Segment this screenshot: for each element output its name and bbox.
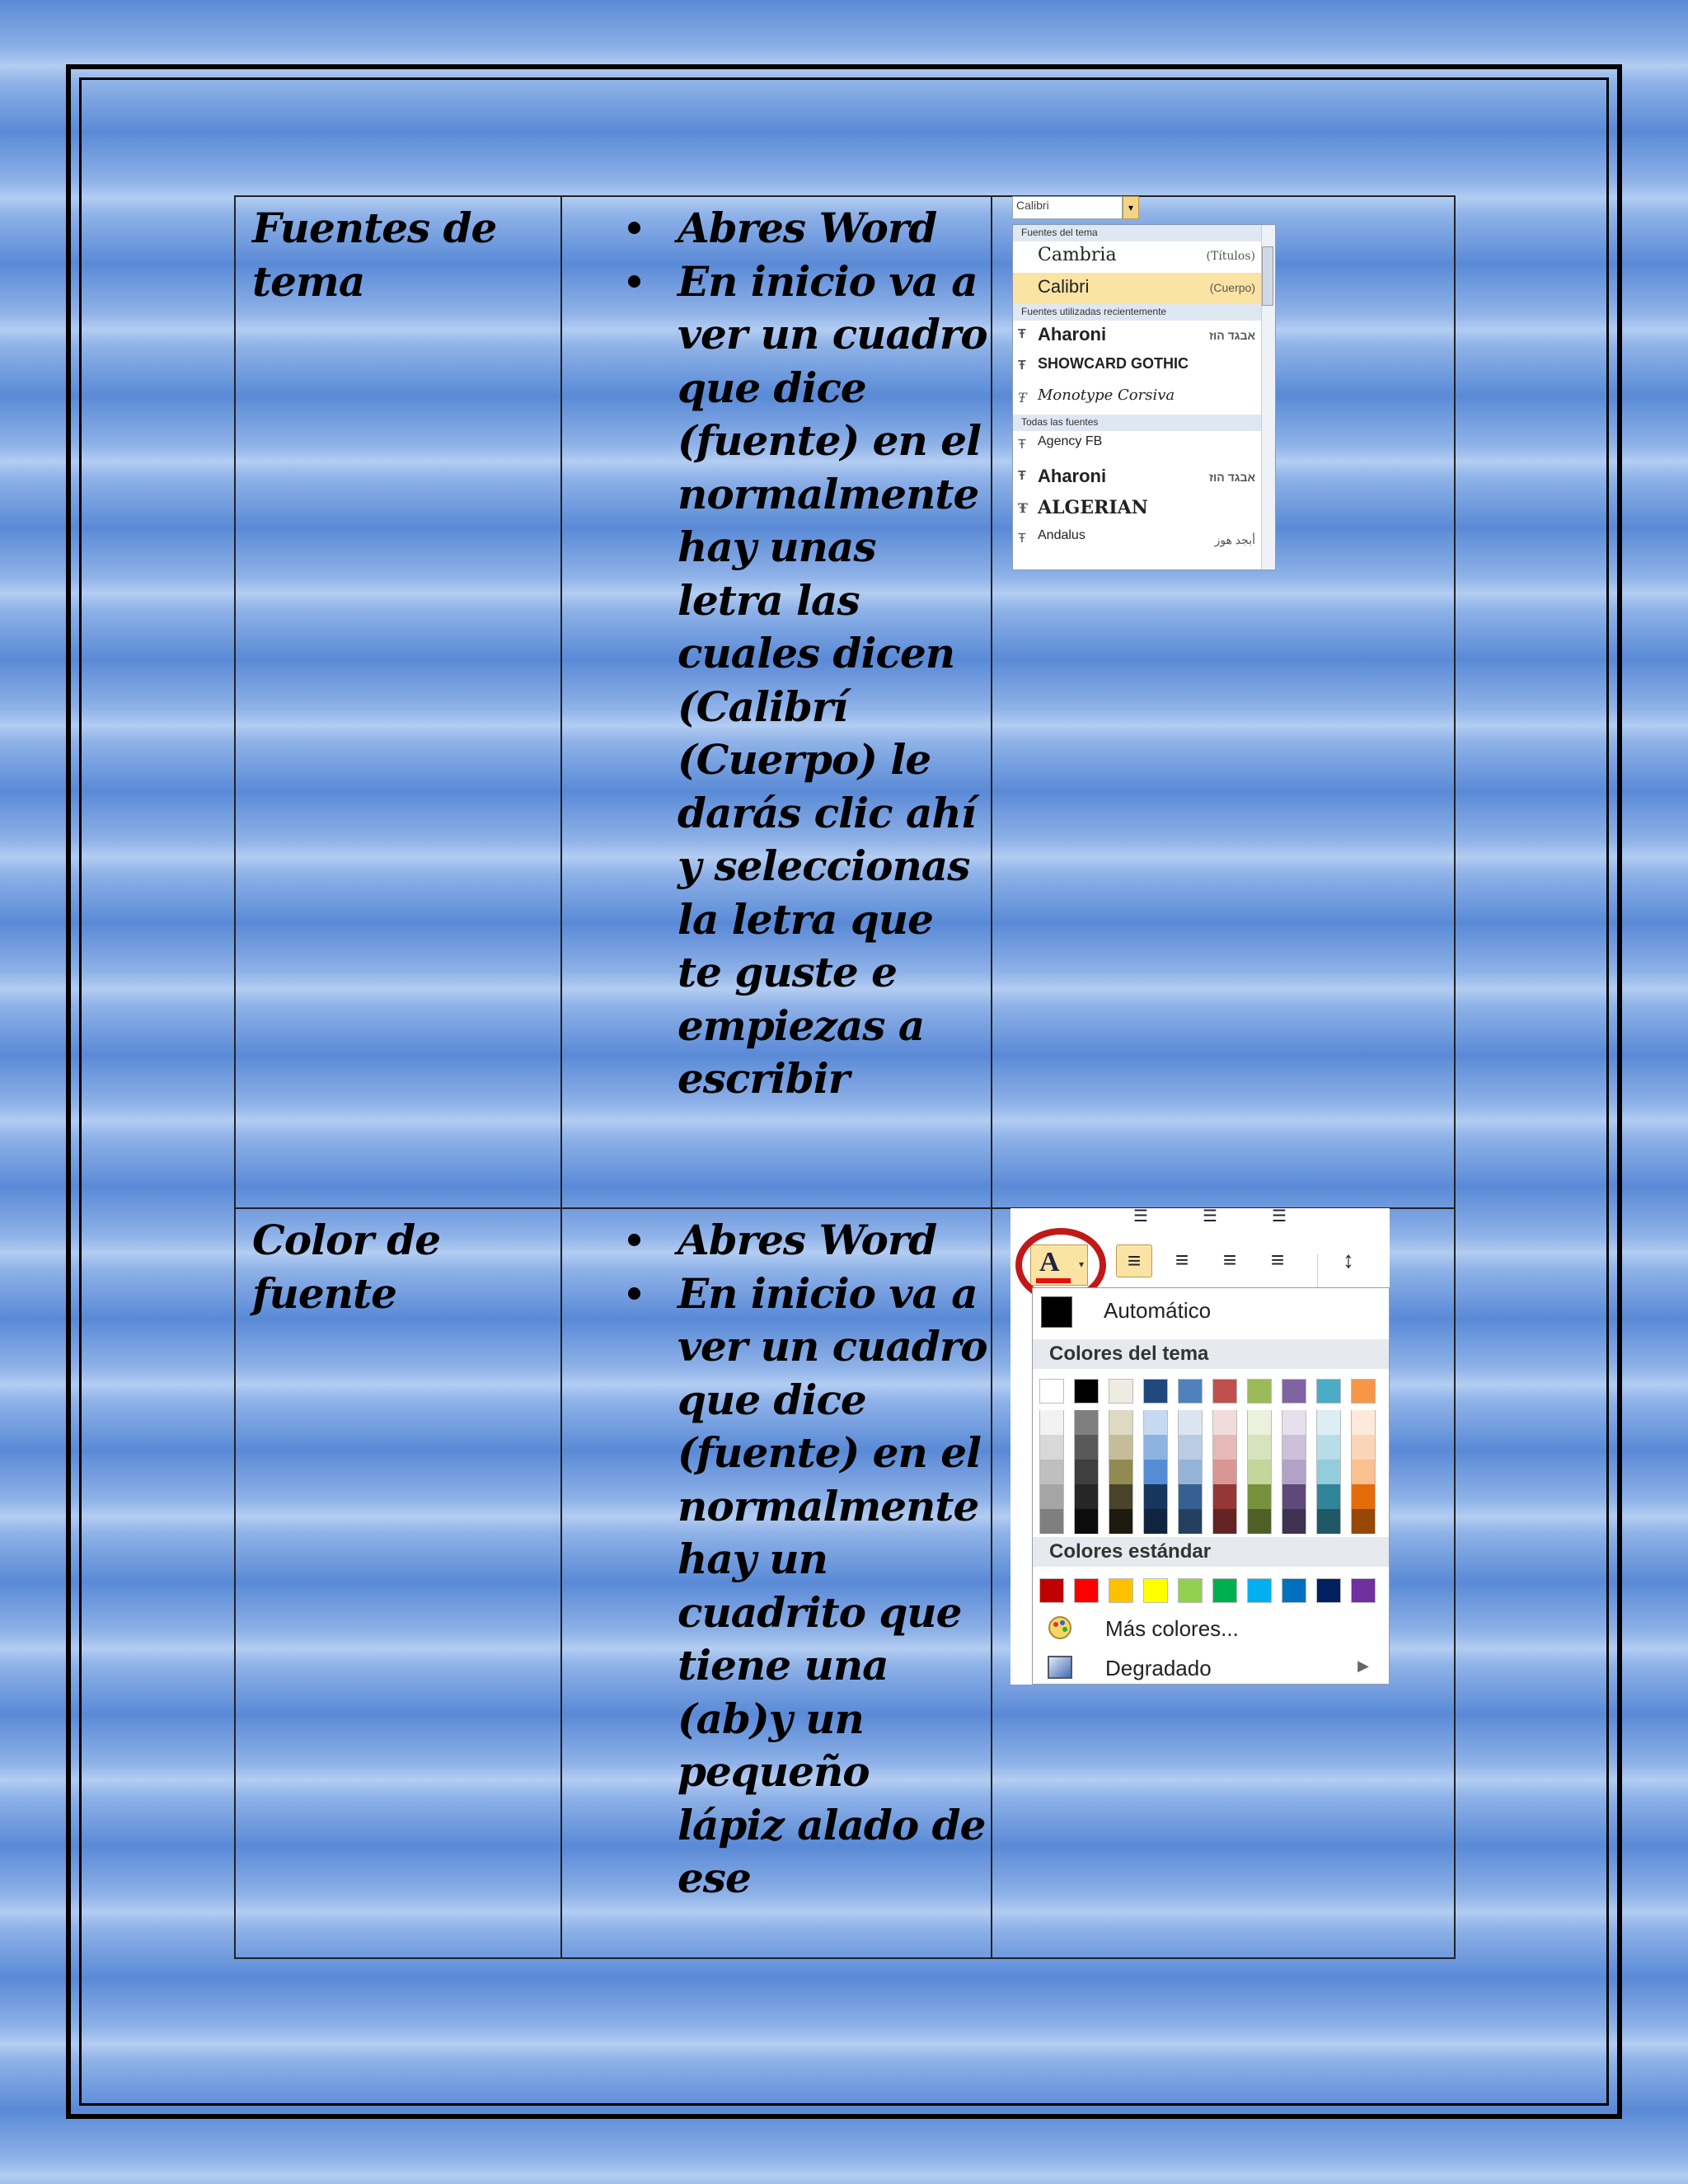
font-item-label: Andalus (1038, 528, 1085, 542)
justify-icon[interactable]: ≡ (1270, 1247, 1285, 1272)
color-swatch[interactable] (1178, 1578, 1203, 1603)
color-swatch[interactable] (1351, 1578, 1376, 1603)
color-swatch[interactable] (1109, 1509, 1133, 1534)
step-item: Abres Word (562, 1214, 991, 1268)
color-swatch[interactable] (1282, 1578, 1306, 1603)
chevron-down-icon[interactable]: ▾ (1078, 1258, 1084, 1270)
step-item: Abres Word (562, 202, 991, 255)
color-panel (1032, 1287, 1390, 1685)
color-swatch[interactable] (1074, 1379, 1099, 1404)
color-swatch[interactable] (1109, 1578, 1133, 1603)
color-swatch[interactable] (1074, 1578, 1099, 1603)
color-swatch[interactable] (1039, 1578, 1064, 1603)
more-colors-label: Más colores... (1105, 1616, 1239, 1641)
color-swatch[interactable] (1178, 1484, 1203, 1509)
font-section-header: Todas las fuentes (1013, 415, 1275, 431)
font-item-label: Calibri (1038, 276, 1090, 297)
shade-column (1282, 1410, 1306, 1534)
automatic-label: Automático (1104, 1298, 1212, 1323)
font-item-tag: (Cuerpo) (1209, 281, 1255, 294)
color-swatch[interactable] (1212, 1460, 1237, 1484)
font-color-screenshot (1010, 1208, 1390, 1685)
color-swatch[interactable] (1143, 1379, 1168, 1404)
color-swatch[interactable] (1074, 1484, 1099, 1509)
font-item-aharoni[interactable] (1013, 462, 1275, 494)
standard-colors-row (1039, 1578, 1376, 1603)
color-swatch[interactable] (1351, 1460, 1376, 1484)
color-swatch[interactable] (1109, 1435, 1133, 1460)
color-swatch[interactable] (1351, 1410, 1376, 1435)
color-swatch[interactable] (1143, 1509, 1168, 1534)
font-item-tag: أبجد هوز (1214, 533, 1255, 546)
font-item-calibri[interactable] (1013, 273, 1275, 304)
truetype-icon: Ŧ (1018, 390, 1027, 405)
ribbon-toolbar (1010, 1208, 1390, 1287)
steps-cell (561, 1208, 992, 1958)
gradient-option[interactable] (1033, 1647, 1389, 1685)
shade-column (1109, 1410, 1133, 1534)
toolbar-separator (1317, 1254, 1318, 1287)
color-swatch[interactable] (1316, 1379, 1341, 1404)
term-label: Fuentes de tema (252, 204, 497, 306)
font-item-label: SHOWCARD GOTHIC (1038, 355, 1189, 372)
color-swatch[interactable] (1109, 1460, 1133, 1484)
color-swatch[interactable] (1074, 1509, 1099, 1534)
theme-colors-row (1039, 1379, 1376, 1404)
color-swatch[interactable] (1074, 1435, 1099, 1460)
color-swatch[interactable] (1282, 1410, 1306, 1435)
font-section-header: Fuentes del tema (1013, 225, 1275, 241)
color-swatch[interactable] (1074, 1410, 1099, 1435)
color-swatch[interactable] (1247, 1484, 1272, 1509)
more-colors-option[interactable] (1033, 1608, 1389, 1647)
font-list (1012, 224, 1276, 570)
font-item-label: Cambria (1038, 245, 1117, 265)
term-label: Color de fuente (252, 1216, 441, 1318)
color-swatch[interactable] (1247, 1379, 1272, 1404)
color-swatch[interactable] (1039, 1410, 1064, 1435)
color-swatch[interactable] (1212, 1410, 1237, 1435)
color-swatch[interactable] (1109, 1379, 1133, 1404)
numbering-icon[interactable]: ☰ (1203, 1208, 1217, 1226)
shade-column (1351, 1410, 1376, 1534)
color-swatch[interactable] (1316, 1578, 1341, 1603)
step-item: En inicio va a ver un cuadro que dice (fuente) en el normalmente hay un cuadrito que tiene una (ab)y un pequeño lápiz alado de ese (562, 1268, 991, 1905)
font-item-label: Aharoni (1038, 466, 1107, 486)
color-swatch[interactable] (1212, 1509, 1237, 1534)
color-swatch[interactable] (1212, 1578, 1237, 1603)
standard-colors-header: Colores estándar (1033, 1537, 1389, 1567)
color-swatch[interactable] (1178, 1379, 1203, 1404)
color-swatch[interactable] (1074, 1460, 1099, 1484)
font-item-monotype-corsiva[interactable] (1013, 383, 1275, 415)
color-swatch[interactable] (1282, 1379, 1306, 1404)
scrollbar-thumb[interactable] (1262, 246, 1273, 306)
align-left-icon[interactable]: ≡ (1116, 1244, 1152, 1277)
font-item-label: Agency FB (1038, 434, 1103, 448)
font-item-label: Aharoni (1038, 324, 1107, 344)
theme-shades-grid (1039, 1410, 1376, 1534)
steps-list (562, 1209, 991, 1905)
color-swatch[interactable] (1212, 1379, 1237, 1404)
color-swatch[interactable] (1178, 1435, 1203, 1460)
shade-column (1212, 1410, 1237, 1534)
font-name-box[interactable]: Calibri (1012, 196, 1123, 219)
font-item-showcard-gothic[interactable] (1013, 352, 1275, 383)
color-swatch[interactable] (1282, 1484, 1306, 1509)
color-swatch[interactable] (1039, 1484, 1064, 1509)
shade-column (1143, 1410, 1168, 1534)
font-color-icon: A (1039, 1247, 1060, 1277)
steps-cell (561, 196, 992, 1208)
shade-column (1074, 1410, 1099, 1534)
font-item-algerian[interactable] (1013, 494, 1275, 525)
font-item-label: Monotype Corsiva (1038, 387, 1175, 404)
color-swatch[interactable] (1178, 1410, 1203, 1435)
term-cell (235, 1208, 561, 1958)
color-swatch[interactable] (1143, 1578, 1168, 1603)
color-swatch[interactable] (1282, 1435, 1306, 1460)
bullets-icon[interactable]: ☰ (1133, 1208, 1148, 1226)
color-swatch[interactable] (1316, 1460, 1341, 1484)
color-swatch[interactable] (1247, 1410, 1272, 1435)
font-item-agency-fb[interactable] (1013, 431, 1275, 462)
term-cell (235, 196, 561, 1208)
truetype-icon: Ŧ (1018, 469, 1026, 483)
font-item-label: ALGERIAN (1038, 497, 1148, 518)
color-swatch[interactable] (1316, 1509, 1341, 1534)
color-swatch[interactable] (1212, 1484, 1237, 1509)
gradient-label: Degradado (1105, 1656, 1212, 1680)
chevron-right-icon: ▶ (1357, 1657, 1369, 1674)
font-section-header: Fuentes utilizadas recientemente (1013, 304, 1275, 321)
palette-icon (1046, 1615, 1074, 1641)
align-right-icon[interactable]: ≡ (1222, 1247, 1237, 1272)
color-swatch[interactable] (1143, 1435, 1168, 1460)
font-dropdown-screenshot (1012, 196, 1276, 570)
truetype-icon: Ŧ (1018, 359, 1026, 373)
shade-column (1178, 1410, 1203, 1534)
font-item-tag: (Títulos) (1206, 250, 1255, 263)
color-swatch[interactable] (1039, 1379, 1064, 1404)
color-swatch[interactable] (1143, 1460, 1168, 1484)
font-item-cambria[interactable] (1013, 241, 1275, 273)
automatic-swatch (1041, 1296, 1072, 1328)
gradient-icon (1046, 1654, 1074, 1680)
truetype-icon: Ŧ (1018, 532, 1026, 546)
color-swatch[interactable] (1212, 1435, 1237, 1460)
multilevel-list-icon[interactable]: ☰ (1272, 1208, 1287, 1226)
color-swatch[interactable] (1178, 1509, 1203, 1534)
shade-column (1247, 1410, 1272, 1534)
scrollbar[interactable] (1261, 225, 1275, 569)
theme-colors-header: Colores del tema (1033, 1339, 1389, 1369)
color-swatch[interactable] (1247, 1578, 1272, 1603)
color-swatch[interactable] (1039, 1509, 1064, 1534)
align-center-icon[interactable]: ≡ (1175, 1247, 1189, 1272)
color-swatch[interactable] (1316, 1484, 1341, 1509)
truetype-icon: Ŧ (1018, 327, 1026, 341)
color-swatch[interactable] (1351, 1509, 1376, 1534)
color-swatch[interactable] (1351, 1484, 1376, 1509)
color-swatch[interactable] (1143, 1410, 1168, 1435)
step-item: En inicio va a ver un cuadro que dice (fuente) en el normalmente hay unas letra las cuales dicen (Calibrí (Cuerpo) le darás clic ahí y seleccionas la letra que te guste e empiezas a escribir (562, 255, 991, 1106)
shade-column (1039, 1410, 1064, 1534)
font-item-tag: אבגד הוז (1208, 329, 1255, 342)
color-swatch[interactable] (1247, 1509, 1272, 1534)
color-swatch[interactable] (1316, 1410, 1341, 1435)
automatic-color-option[interactable] (1033, 1288, 1389, 1334)
truetype-icon: Ŧ (1018, 500, 1028, 516)
color-swatch[interactable] (1143, 1484, 1168, 1509)
color-swatch[interactable] (1282, 1509, 1306, 1534)
font-item-andalus[interactable] (1013, 525, 1275, 556)
chevron-down-icon[interactable]: ▾ (1123, 196, 1139, 219)
line-spacing-icon[interactable]: ↕ (1343, 1247, 1354, 1272)
color-swatch[interactable] (1351, 1435, 1376, 1460)
font-item-tag: אבגד הוז (1208, 471, 1255, 484)
color-swatch[interactable] (1109, 1484, 1133, 1509)
color-swatch[interactable] (1282, 1460, 1306, 1484)
color-swatch[interactable] (1109, 1410, 1133, 1435)
color-swatch[interactable] (1351, 1379, 1376, 1404)
color-swatch[interactable] (1247, 1460, 1272, 1484)
truetype-icon: Ŧ (1018, 438, 1026, 452)
steps-list (562, 197, 991, 1106)
color-swatch[interactable] (1178, 1460, 1203, 1484)
shade-column (1316, 1410, 1341, 1534)
font-item-aharoni[interactable] (1013, 321, 1275, 352)
color-swatch[interactable] (1039, 1460, 1064, 1484)
color-swatch[interactable] (1247, 1435, 1272, 1460)
color-swatch[interactable] (1039, 1435, 1064, 1460)
color-swatch[interactable] (1316, 1435, 1341, 1460)
